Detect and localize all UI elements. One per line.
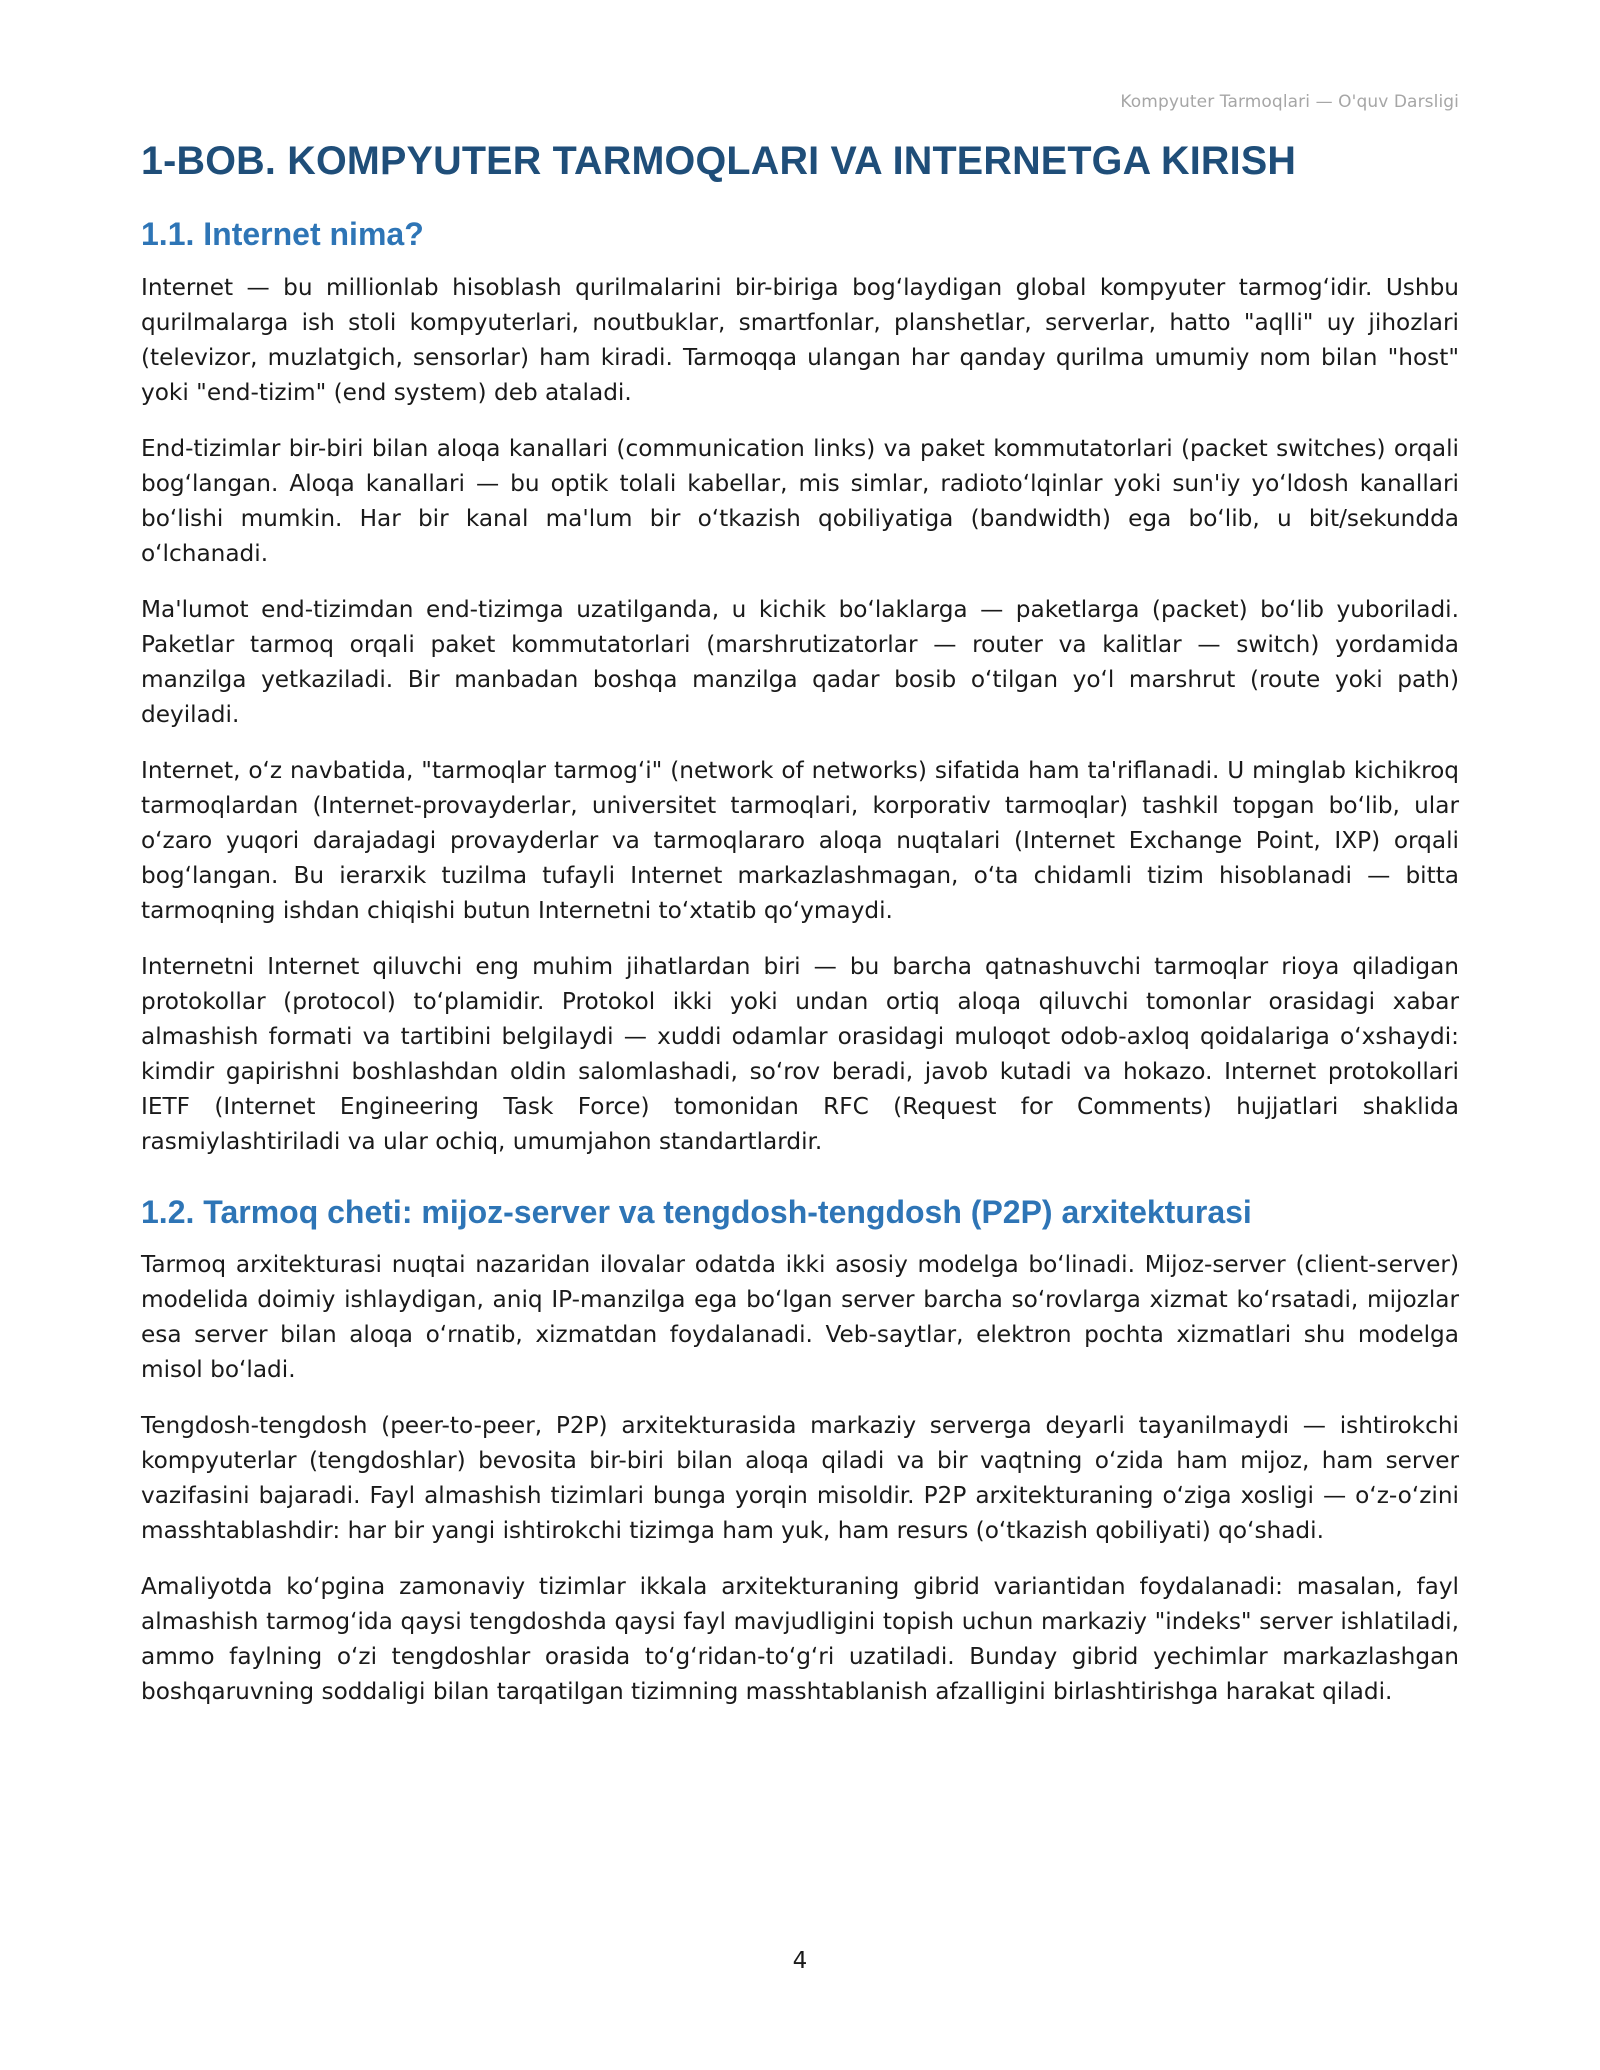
paragraph: Internetni Internet qiluvchi eng muhim jihatlardan biri — bu barcha qatnashuvchi tarmoqlar rioya qiladigan protokollar (protocol) toʻplamidir. Protokol ikki yoki undan ortiq aloqa qiluvchi tomonlar orasidagi xabar almashish formati va tartibini belgilaydi — xuddi odamlar orasidagi muloqot odob-axloq qoidalariga oʻxshaydi: kimdir gapirishni boshlashdan oldin salomlashadi, soʻrov beradi, javob kutadi va hokazo. Internet protokollari IETF (Internet Engineering Task Force) tomonidan RFC (Request for Comments) hujjatlari shaklida rasmiylashtiriladi va ular ochiq, umumjahon standartlardir. [141,952,1459,1155]
paragraph: Internet — bu millionlab hisoblash qurilmalarini bir-biriga bogʻlaydigan global kompyuter tarmogʻidir. Ushbu qurilmalarga ish stoli kompyuterlari, noutbuklar, smartfonlar, planshetlar, serverlar, hatto "aqlli" uy jihozlari (televizor, muzlatgich, sensorlar) ham kiradi. Tarmoqqa ulangan har qanday qurilma umumiy nom bilan "host" yoki "end-tizim" (end system) deb ataladi. [141,273,1459,406]
chapter-title: 1-BOB. KOMPYUTER TARMOQLARI VA INTERNETGA KIRISH [141,139,1297,183]
page-number: 4 [792,1948,808,1974]
section-1-2 [141,1193,1459,1709]
section-title: 1.2. Tarmoq cheti: mijoz-server va tengdosh-tengdosh (P2P) arxitekturasi [141,1193,1252,1230]
running-header: Kompyuter Tarmoqlari — O'quv Darsligi [1120,92,1459,112]
paragraph: Tarmoq arxitekturasi nuqtai nazaridan ilovalar odatda ikki asosiy modelga boʻlinadi. Mijoz-server (client-server) modelida doimiy ishlaydigan, aniq IP-manzilga ega boʻlgan server barcha soʻrovlarga xizmat koʻrsatadi, mijozlar esa server bilan aloqa oʻrnatib, xizmatdan foydalanadi. Veb-saytlar, elektron pochta xizmatlari shu modelga misol boʻladi. [141,1251,1459,1384]
paragraph: End-tizimlar bir-biri bilan aloqa kanallari (communication links) va paket kommutatorlari (packet switches) orqali bogʻlangan. Aloqa kanallari — bu optik tolali kabellar, mis simlar, radiotoʻlqinlar yoki sun'iy yoʻldosh kanallari boʻlishi mumkin. Har bir kanal ma'lum bir oʻtkazish qobiliyatiga (bandwidth) ega boʻlib, u bit/sekundda oʻlchanadi. [141,434,1459,567]
section-1-1 [141,215,1459,1158]
paragraph: Tengdosh-tengdosh (peer-to-peer, P2P) arxitekturasida markaziy serverga deyarli tayanilmaydi — ishtirokchi kompyuterlar (tengdoshlar) bevosita bir-biri bilan aloqa qiladi va bir vaqtning oʻzida ham mijoz, ham server vazifasini bajaradi. Fayl almashish tizimlari bunga yorqin misoldir. P2P arxitekturaning oʻziga xosligi — oʻz-oʻzini masshtablashdir: har bir yangi ishtirokchi tizimga ham yuk, ham resurs (oʻtkazish qobiliyati) qoʻshadi. [141,1412,1459,1545]
paragraph: Ma'lumot end-tizimdan end-tizimga uzatilganda, u kichik boʻlaklarga — paketlarga (packet) boʻlib yuboriladi. Paketlar tarmoq orqali paket kommutatorlari (marshrutizatorlar — router va kalitlar — switch) yordamida manzilga yetkaziladi. Bir manbadan boshqa manzilga qadar bosib oʻtilgan yoʻl marshrut (route yoki path) deyiladi. [141,595,1459,728]
paragraph: Internet, oʻz navbatida, "tarmoqlar tarmogʻi" (network of networks) sifatida ham ta'riflanadi. U minglab kichikroq tarmoqlardan (Internet-provayderlar, universitet tarmoqlari, korporativ tarmoqlar) tashkil topgan boʻlib, ular oʻzaro yuqori darajadagi provayderlar va tarmoqlararo aloqa nuqtalari (Internet Exchange Point, IXP) orqali bogʻlangan. Bu ierarxik tuzilma tufayli Internet markazlashmagan, oʻta chidamli tizim hisoblanadi — bitta tarmoqning ishdan chiqishi butun Internetni toʻxtatib qoʻymaydi. [141,756,1459,924]
paragraph: Amaliyotda koʻpgina zamonaviy tizimlar ikkala arxitekturaning gibrid variantidan foydalanadi: masalan, fayl almashish tarmogʻida qaysi tengdoshda qaysi fayl mavjudligini topish uchun markaziy "indeks" server ishlatiladi, ammo faylning oʻzi tengdoshlar orasida toʻgʻridan-toʻgʻri uzatiladi. Bunday gibrid yechimlar markazlashgan boshqaruvning soddaligi bilan tarqatilgan tizimning masshtablanish afzalligini birlashtirishga harakat qiladi. [141,1573,1459,1706]
page-content [141,138,1459,1730]
section-title: 1.1. Internet nima? [141,216,424,253]
